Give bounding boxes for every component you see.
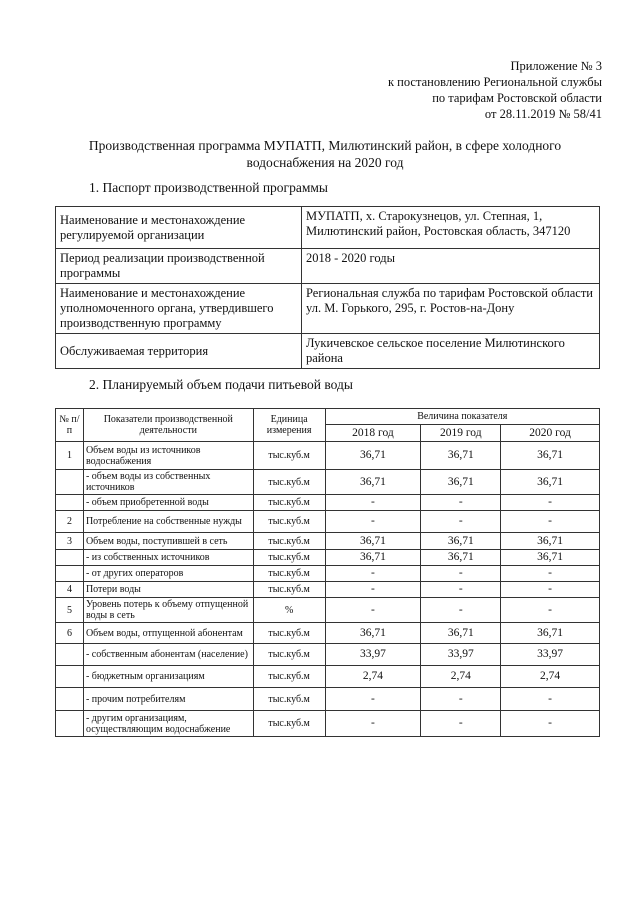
table-row: [56, 442, 600, 470]
row-number: 1: [56, 442, 84, 470]
table-row: [56, 666, 600, 688]
row-number: 4: [56, 582, 84, 598]
row-value-2020: -: [501, 511, 600, 533]
title-line: водоснабжения на 2020 год: [246, 155, 404, 170]
table-row: [56, 688, 600, 711]
row-unit: тыс.куб.м: [253, 442, 325, 470]
row-value-2018: 36,71: [325, 550, 421, 566]
row-unit: тыс.куб.м: [253, 582, 325, 598]
section-heading-volume: 2. Планируемый объем подачи питьевой воды: [89, 377, 353, 392]
row-unit: тыс.куб.м: [253, 666, 325, 688]
table-row: [56, 207, 600, 249]
row-number: [56, 495, 84, 511]
row-indicator: Объем воды из источников водоснабжения: [83, 442, 253, 470]
header-year: 2019 год: [421, 425, 501, 442]
row-value-2018: -: [325, 598, 421, 623]
row-indicator: - бюджетным организациям: [83, 666, 253, 688]
passport-label: Наименование и местонахождение уполномоченного органа, утвердившего производственную программу: [56, 284, 302, 334]
table-row: [56, 495, 600, 511]
row-number: [56, 566, 84, 582]
row-value-2018: -: [325, 688, 421, 711]
header-value: Величина показателя: [325, 409, 599, 425]
row-indicator: - прочим потребителям: [83, 688, 253, 711]
row-number: 5: [56, 598, 84, 623]
row-value-2019: -: [421, 495, 501, 511]
passport-label: Наименование и местонахождение регулируемой организации: [56, 207, 302, 249]
row-value-2018: 33,97: [325, 644, 421, 666]
row-value-2020: 36,71: [501, 442, 600, 470]
row-number: 6: [56, 623, 84, 644]
row-indicator: - объем приобретенной воды: [83, 495, 253, 511]
row-value-2019: 36,71: [421, 533, 501, 550]
water-volume-table: [55, 408, 600, 737]
row-value-2020: 2,74: [501, 666, 600, 688]
row-value-2019: 36,71: [421, 623, 501, 644]
appendix-header: [388, 58, 602, 122]
passport-value: Лукичевское сельское поселение Милютинского района: [302, 334, 600, 369]
appendix-line: к постановлению Региональной службы: [387, 75, 602, 89]
table-row: [56, 644, 600, 666]
table-row: [56, 711, 600, 737]
row-value-2020: -: [501, 711, 600, 737]
row-value-2018: -: [325, 495, 421, 511]
table-header-row: [56, 409, 600, 425]
row-value-2020: 36,71: [501, 550, 600, 566]
row-indicator: - другим организациям, осуществляющим водоснабжение: [83, 711, 253, 737]
row-unit: тыс.куб.м: [253, 511, 325, 533]
row-number: [56, 644, 84, 666]
row-value-2020: -: [501, 688, 600, 711]
table-row: [56, 249, 600, 284]
row-value-2019: 2,74: [421, 666, 501, 688]
row-unit: тыс.куб.м: [253, 566, 325, 582]
row-number: [56, 470, 84, 495]
passport-value-line: Региональная служба по тарифам Ростовской области: [306, 286, 593, 300]
passport-value: 2018 - 2020 годы: [302, 249, 600, 284]
row-number: [56, 666, 84, 688]
row-value-2018: 36,71: [325, 533, 421, 550]
passport-label: Обслуживаемая территория: [56, 334, 302, 369]
passport-value-line: ул. М. Горького, 295, г. Ростов-на-Дону: [306, 301, 515, 315]
row-value-2019: -: [421, 582, 501, 598]
row-indicator: - из собственных источников: [83, 550, 253, 566]
passport-value: [302, 284, 600, 334]
row-unit: тыс.куб.м: [253, 688, 325, 711]
row-value-2020: 36,71: [501, 470, 600, 495]
passport-table: [55, 206, 600, 369]
row-number: [56, 688, 84, 711]
row-value-2019: -: [421, 566, 501, 582]
header-num: № п/п: [56, 409, 84, 442]
row-number: [56, 711, 84, 737]
document-title: [70, 137, 580, 171]
row-value-2019: 36,71: [421, 442, 501, 470]
row-value-2019: 36,71: [421, 550, 501, 566]
row-value-2018: 36,71: [325, 470, 421, 495]
row-indicator: Уровень потерь к объему отпущенной воды в сеть: [83, 598, 253, 623]
table-row: [56, 334, 600, 369]
table-row: [56, 598, 600, 623]
row-unit: тыс.куб.м: [253, 711, 325, 737]
row-value-2019: 36,71: [421, 470, 501, 495]
row-value-2019: -: [421, 688, 501, 711]
row-value-2019: -: [421, 598, 501, 623]
row-unit: тыс.куб.м: [253, 550, 325, 566]
row-value-2019: 33,97: [421, 644, 501, 666]
row-value-2020: 36,71: [501, 623, 600, 644]
table-row: [56, 284, 600, 334]
table-row: [56, 550, 600, 566]
row-value-2019: -: [421, 511, 501, 533]
row-indicator: Потребление на собственные нужды: [83, 511, 253, 533]
row-indicator: Объем воды, отпущенной абонентам: [83, 623, 253, 644]
row-value-2020: -: [501, 566, 600, 582]
row-value-2018: -: [325, 566, 421, 582]
passport-value: МУПАТП, х. Старокузнецов, ул. Степная, 1, Милютинский район, Ростовская область, 347120: [302, 207, 600, 249]
row-number: [56, 550, 84, 566]
row-value-2018: -: [325, 511, 421, 533]
header-year: 2020 год: [501, 425, 600, 442]
row-value-2020: -: [501, 582, 600, 598]
row-value-2020: -: [501, 598, 600, 623]
title-line: Производственная программа МУПАТП, Милютинский район, в сфере холодного: [88, 138, 562, 153]
table-row: [56, 470, 600, 495]
passport-label: Период реализации производственной программы: [56, 249, 302, 284]
header-year: 2018 год: [325, 425, 421, 442]
row-value-2018: 36,71: [325, 442, 421, 470]
appendix-line: от 28.11.2019 № 58/41: [484, 107, 602, 121]
row-value-2020: -: [501, 495, 600, 511]
row-indicator: - собственным абонентам (население): [83, 644, 253, 666]
row-indicator: - от других операторов: [83, 566, 253, 582]
row-value-2018: -: [325, 711, 421, 737]
row-unit: тыс.куб.м: [253, 495, 325, 511]
row-value-2018: 2,74: [325, 666, 421, 688]
header-indicator: Показатели производственной деятельности: [83, 409, 253, 442]
row-indicator: - объем воды из собственных источников: [83, 470, 253, 495]
row-value-2018: -: [325, 582, 421, 598]
row-unit: тыс.куб.м: [253, 623, 325, 644]
table-row: [56, 533, 600, 550]
row-indicator: Объем воды, поступившей в сеть: [83, 533, 253, 550]
row-value-2019: -: [421, 711, 501, 737]
section-heading-passport: 1. Паспорт производственной программы: [89, 180, 328, 195]
table-row: [56, 582, 600, 598]
row-value-2018: 36,71: [325, 623, 421, 644]
table-row: [56, 511, 600, 533]
row-indicator: Потери воды: [83, 582, 253, 598]
row-number: 2: [56, 511, 84, 533]
appendix-line: Приложение № 3: [510, 59, 602, 73]
appendix-line: по тарифам Ростовской области: [432, 91, 602, 105]
header-unit: Единица измерения: [253, 409, 325, 442]
row-unit: тыс.куб.м: [253, 644, 325, 666]
row-unit: %: [253, 598, 325, 623]
row-number: 3: [56, 533, 84, 550]
table-row: [56, 623, 600, 644]
row-value-2020: 33,97: [501, 644, 600, 666]
table-row: [56, 566, 600, 582]
row-unit: тыс.куб.м: [253, 470, 325, 495]
row-value-2020: 36,71: [501, 533, 600, 550]
row-unit: тыс.куб.м: [253, 533, 325, 550]
